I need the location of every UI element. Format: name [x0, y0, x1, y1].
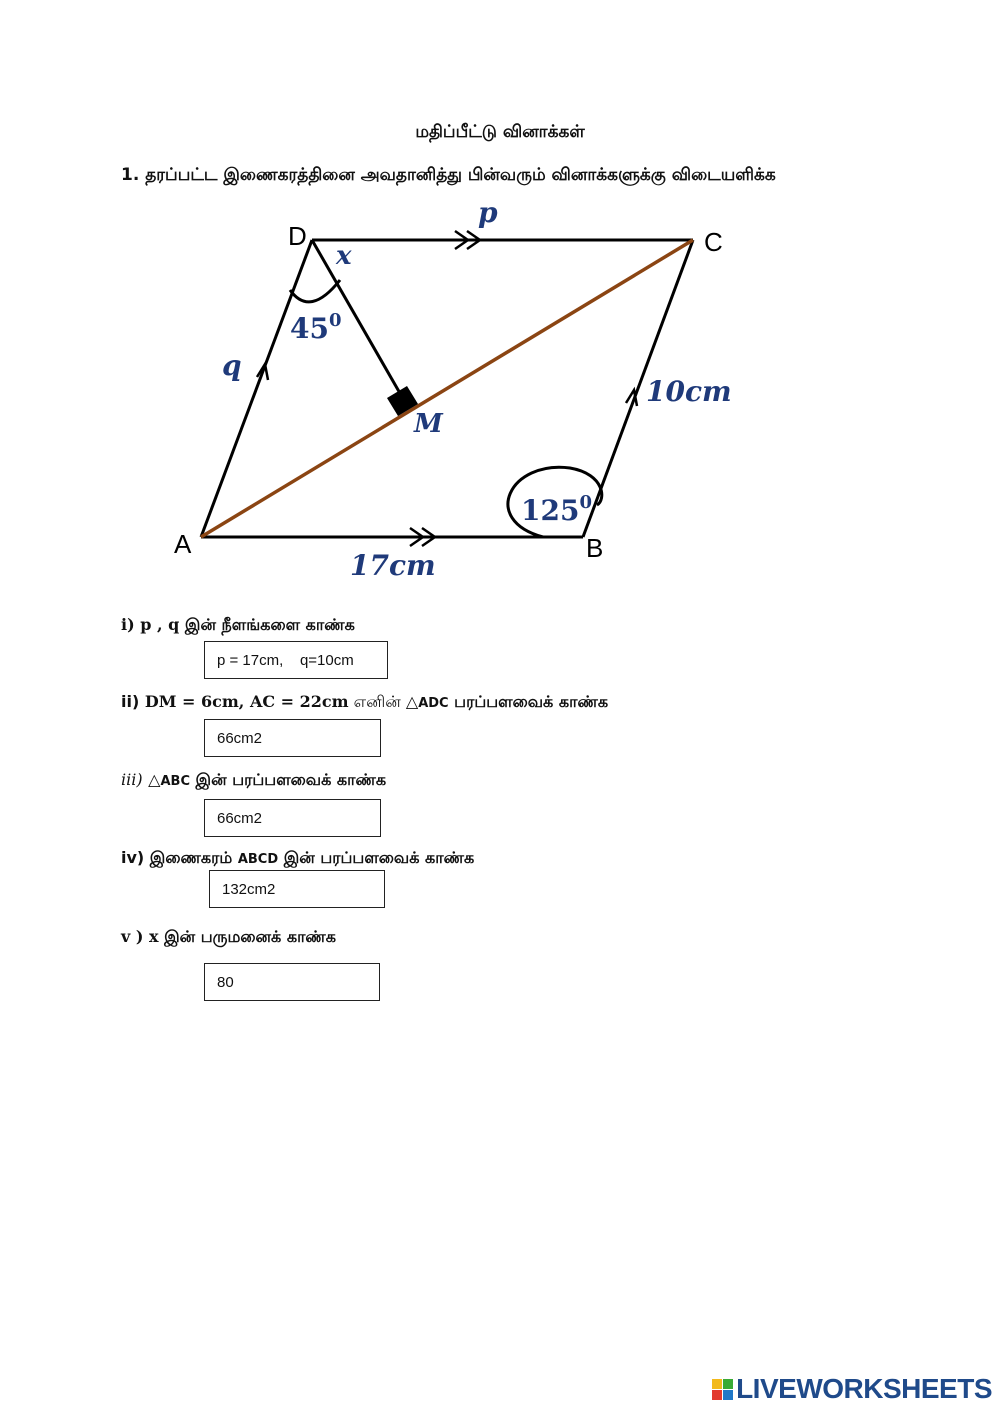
question-5-label: v ) x இன் பருமனைக் காண்க: [121, 927, 337, 946]
label-q: q: [222, 349, 242, 382]
question-4-label: iv) இணைகரம் ABCD இன் பரப்பளவைக் காண்க: [121, 848, 475, 867]
page-title: மதிப்பீட்டு வினாக்கள்: [415, 122, 585, 142]
answer-1-input[interactable]: p = 17cm, q=10cm: [204, 641, 388, 679]
side-ab-length: 17cm: [350, 549, 436, 582]
logo-icon: [712, 1379, 733, 1400]
brand-name: LIVEWORKSHEETS: [736, 1373, 992, 1404]
label-p: p: [478, 196, 498, 229]
parallelogram-diagram: [0, 0, 1000, 600]
label-x: x: [336, 241, 352, 271]
vertex-b: B: [586, 533, 604, 563]
question-3-label: iii) △ABC இன் பரப்பளவைக் காண்க: [121, 770, 387, 789]
answer-2-input[interactable]: 66cm2: [204, 719, 381, 757]
question-2-label: ii) DM = 6cm, AC = 22cm எனின் △ADC பரப்பளவைக் காண்க: [121, 692, 609, 711]
question-intro: 1. தரப்பட்ட இணைகரத்தினை அவதானித்து பின்வரும் வினாக்களுக்கு விடையளிக்க: [121, 165, 776, 185]
label-m: M: [414, 409, 443, 439]
side-bc-length: 10cm: [646, 375, 732, 408]
answer-3-input[interactable]: 66cm2: [204, 799, 381, 837]
vertex-d: D: [288, 221, 307, 251]
angle-arc-d: [290, 280, 340, 302]
vertex-c: C: [704, 227, 723, 257]
answer-4-input[interactable]: 132cm2: [209, 870, 385, 908]
question-1-label: i) p , q இன் நீளங்களை காண்க: [121, 615, 355, 634]
liveworksheets-logo: [712, 1373, 992, 1405]
angle-d-value: $45^0$: [290, 310, 342, 345]
angle-b-value: $125^0$: [521, 492, 592, 527]
diagonal-ac: [201, 240, 693, 537]
side-ad: [201, 240, 312, 537]
answer-5-input[interactable]: 80: [204, 963, 380, 1001]
vertex-a: A: [174, 529, 192, 559]
